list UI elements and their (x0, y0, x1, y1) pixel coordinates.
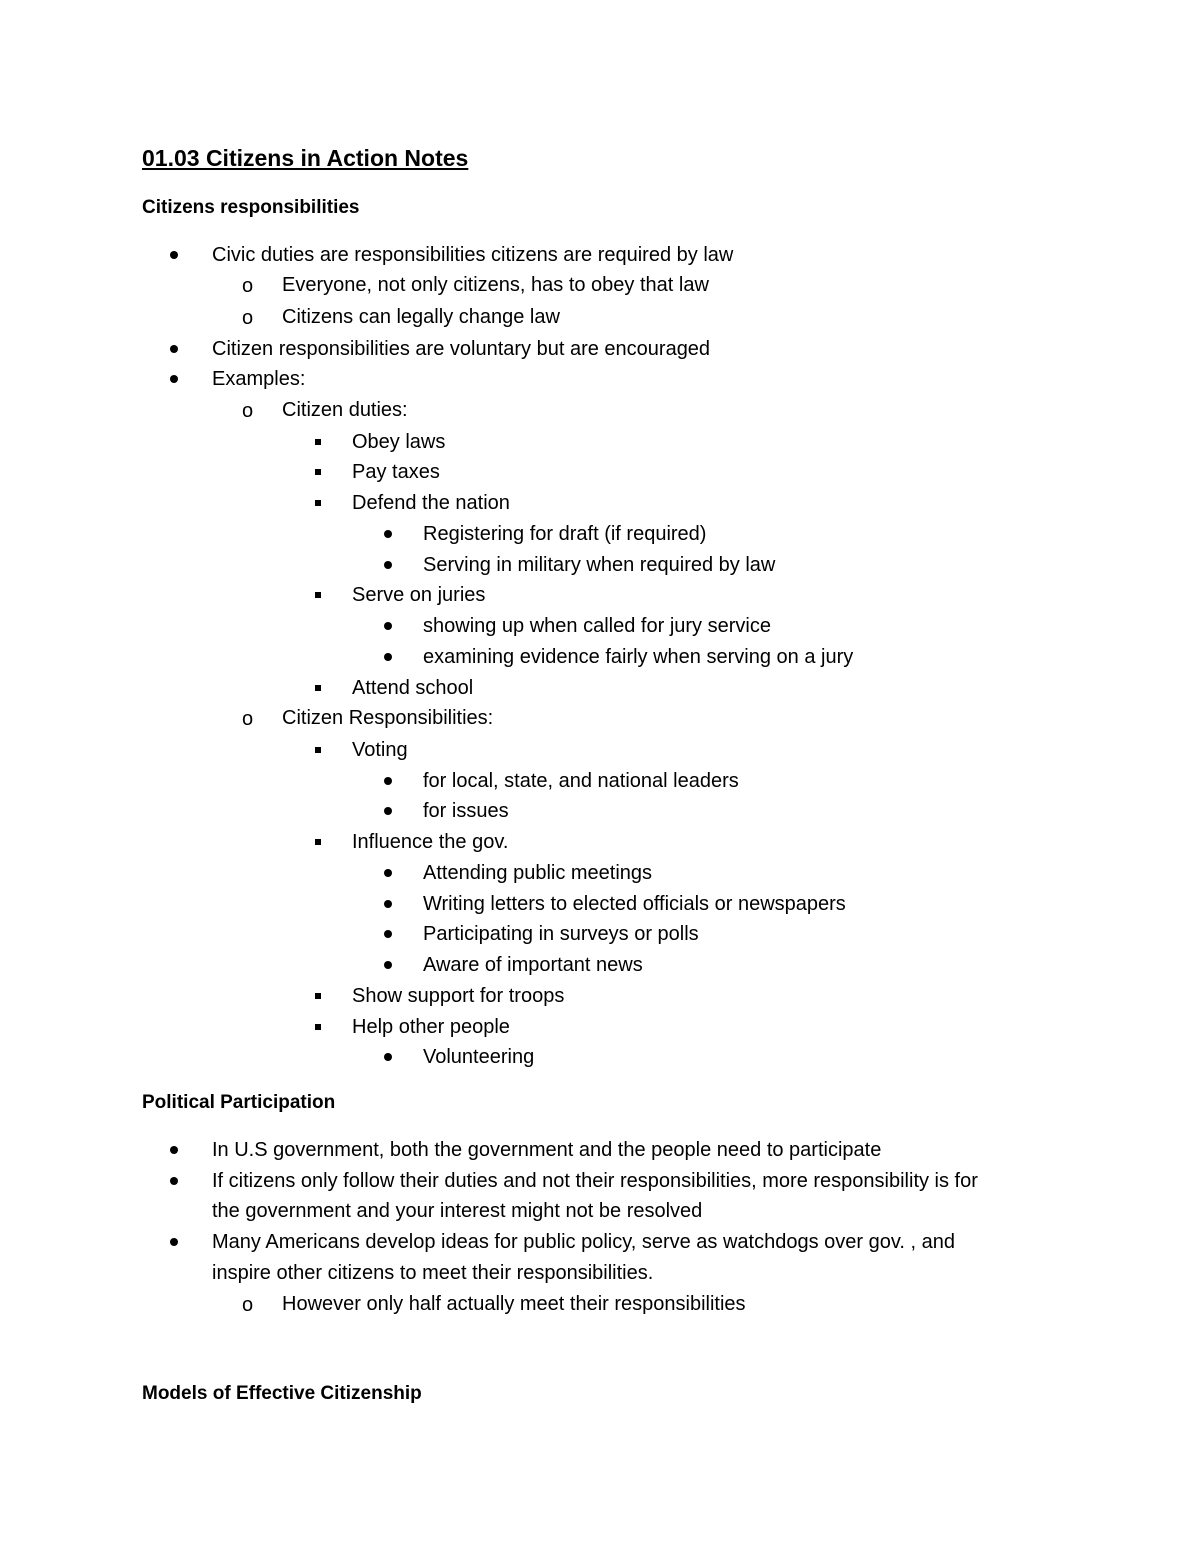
bullet-circle-icon: o (242, 307, 254, 329)
bullet-square-icon (315, 839, 321, 845)
list-item: However only half actually meet their responsibilities (282, 1293, 746, 1315)
list-item: Attend school (352, 677, 474, 699)
bullet-disc-icon (170, 1146, 178, 1154)
bullet-disc-icon (384, 1053, 392, 1061)
list-item: Influence the gov. (352, 831, 509, 853)
bullet-disc-icon (384, 807, 392, 815)
list-item: Examples: (212, 368, 306, 390)
list-item: Voting (352, 739, 408, 761)
bullet-square-icon (315, 1024, 321, 1030)
section-heading: Political Participation (142, 1092, 336, 1113)
bullet-disc-icon (384, 530, 392, 538)
bullet-disc-icon (170, 1177, 178, 1185)
list-item: showing up when called for jury service (423, 615, 771, 637)
bullet-disc-icon (384, 653, 392, 661)
bullet-disc-icon (384, 622, 392, 630)
section-heading: Citizens responsibilities (142, 197, 360, 218)
bullet-disc-icon (170, 345, 178, 353)
list-item: Everyone, not only citizens, has to obey that law (282, 274, 709, 296)
bullet-square-icon (315, 500, 321, 506)
bullet-square-icon (315, 685, 321, 691)
list-item: for issues (423, 800, 509, 822)
bullet-disc-icon (384, 777, 392, 785)
list-item: Volunteering (423, 1046, 535, 1068)
list-item: Serving in military when required by law (423, 554, 776, 576)
list-item: Serve on juries (352, 584, 486, 606)
list-item: Citizens can legally change law (282, 306, 560, 328)
list-item: Attending public meetings (423, 862, 653, 884)
bullet-disc-icon (384, 930, 392, 938)
list-item: Citizen responsibilities are voluntary but are encouraged (212, 338, 711, 360)
bullet-disc-icon (384, 961, 392, 969)
list-item: Participating in surveys or polls (423, 923, 699, 945)
list-item: In U.S government, both the government and the people need to participate (212, 1139, 882, 1161)
list-item: If citizens only follow their duties and not their responsibilities, more responsibility is for (212, 1170, 978, 1192)
bullet-square-icon (315, 439, 321, 445)
list-item: Many Americans develop ideas for public policy, serve as watchdogs over gov. , and (212, 1231, 955, 1253)
page-title: 01.03 Citizens in Action Notes (142, 145, 469, 171)
bullet-circle-icon: o (242, 400, 254, 422)
list-item: Pay taxes (352, 461, 440, 483)
list-item: Citizen duties: (282, 399, 408, 421)
bullet-square-icon (315, 747, 321, 753)
list-item: Show support for troops (352, 985, 565, 1007)
list-item: Citizen Responsibilities: (282, 707, 494, 729)
bullet-square-icon (315, 469, 321, 475)
section-heading: Models of Effective Citizenship (142, 1383, 422, 1404)
bullet-circle-icon: o (242, 275, 254, 297)
bullet-circle-icon: o (242, 1294, 254, 1316)
bullet-square-icon (315, 592, 321, 598)
bullet-disc-icon (170, 251, 178, 259)
list-item: Registering for draft (if required) (423, 523, 707, 545)
list-item: examining evidence fairly when serving on a jury (423, 646, 854, 668)
list-item: Civic duties are responsibilities citizens are required by law (212, 244, 734, 266)
bullet-square-icon (315, 993, 321, 999)
list-item: Obey laws (352, 431, 446, 453)
bullet-disc-icon (384, 869, 392, 877)
list-item: the government and your interest might not be resolved (212, 1200, 703, 1222)
list-item: Aware of important news (423, 954, 643, 976)
list-item: for local, state, and national leaders (423, 770, 739, 792)
list-item: Help other people (352, 1016, 510, 1038)
bullet-circle-icon: o (242, 708, 254, 730)
bullet-disc-icon (170, 375, 178, 383)
list-item: Defend the nation (352, 492, 510, 514)
bullet-disc-icon (384, 900, 392, 908)
bullet-disc-icon (384, 561, 392, 569)
list-item: Writing letters to elected officials or newspapers (423, 893, 846, 915)
list-item: inspire other citizens to meet their responsibilities. (212, 1262, 654, 1284)
bullet-disc-icon (170, 1238, 178, 1246)
